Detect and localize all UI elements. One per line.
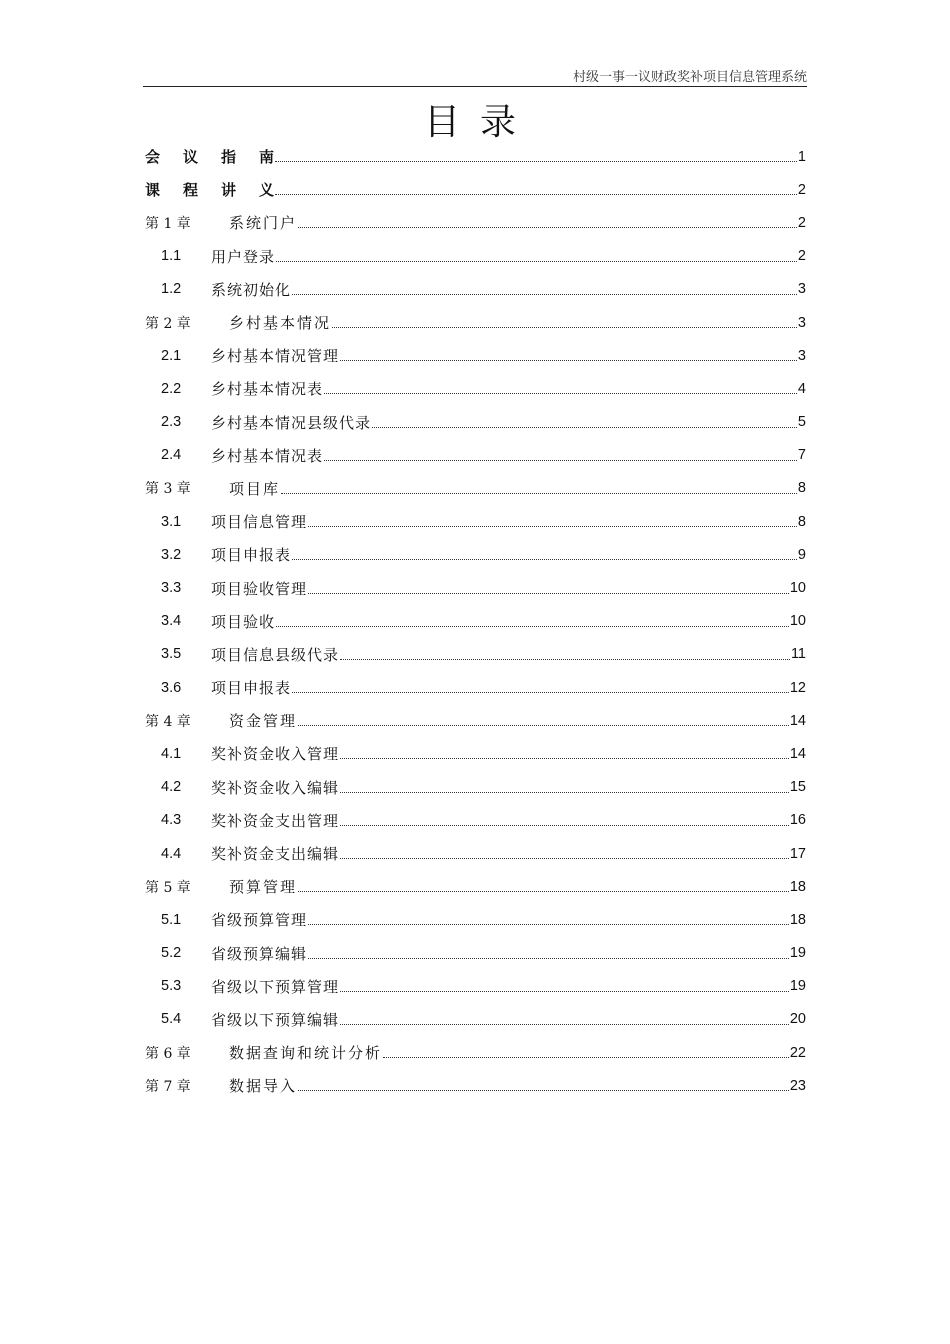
toc-entry-title: 奖补资金支出管理 — [211, 811, 340, 830]
toc-entry-page-number: 16 — [789, 812, 806, 829]
toc-entry-title: 乡村基本情况表 — [211, 446, 324, 465]
toc-entry-number: 2.1 — [161, 347, 182, 364]
toc-entry-section[interactable] — [145, 372, 806, 405]
table-of-contents — [145, 140, 806, 1102]
toc-entry-title: 项目申报表 — [211, 679, 292, 698]
toc-entry-page-number: 14 — [789, 745, 806, 762]
toc-entry-number: 4.1 — [161, 745, 182, 762]
toc-entry-chapter[interactable] — [145, 1036, 806, 1069]
toc-leader-dots — [308, 593, 789, 594]
toc-entry-title: 数据查询和统计分析 — [229, 1044, 383, 1063]
toc-leader-dots — [340, 659, 790, 660]
toc-entry-page-number: 7 — [797, 447, 806, 464]
toc-entry-number: 3.3 — [161, 580, 182, 597]
toc-entry-number: 2.2 — [161, 380, 182, 397]
toc-entry-page-number: 12 — [789, 679, 806, 696]
toc-leader-dots — [308, 526, 797, 527]
toc-leader-dots — [298, 1090, 789, 1091]
toc-leader-dots — [276, 626, 789, 627]
toc-entry-number: 第 7 章 — [145, 1078, 191, 1095]
toc-entry-page-number: 3 — [797, 314, 806, 331]
toc-entry-section[interactable] — [145, 571, 806, 604]
toc-leader-dots — [340, 758, 789, 759]
toc-entry-page-number: 23 — [789, 1077, 806, 1094]
toc-entry-title: 课程讲义 — [145, 181, 298, 200]
toc-entry-page-number: 10 — [789, 580, 806, 597]
toc-entry-chapter[interactable] — [145, 870, 806, 903]
toc-entry-page-number: 18 — [789, 878, 806, 895]
toc-leader-dots — [340, 792, 789, 793]
toc-entry-top[interactable] — [145, 173, 806, 206]
toc-leader-dots — [292, 692, 789, 693]
toc-leader-dots — [298, 891, 789, 892]
toc-entry-section[interactable] — [145, 937, 806, 970]
toc-entry-section[interactable] — [145, 538, 806, 571]
toc-entry-number: 3.1 — [161, 513, 182, 530]
toc-entry-title: 乡村基本情况管理 — [211, 347, 340, 366]
toc-entry-page-number: 22 — [789, 1044, 806, 1061]
toc-entry-title: 省级以下预算管理 — [211, 977, 340, 996]
toc-entry-section[interactable] — [145, 339, 806, 372]
toc-entry-page-number: 8 — [797, 513, 806, 530]
toc-leader-dots — [308, 924, 789, 925]
toc-entry-number: 3.2 — [161, 546, 182, 563]
toc-leader-dots — [340, 360, 797, 361]
toc-entry-number: 5.3 — [161, 978, 182, 995]
toc-leader-dots — [281, 493, 797, 494]
toc-entry-title: 系统初始化 — [211, 280, 292, 299]
toc-entry-title: 预算管理 — [229, 878, 298, 897]
toc-leader-dots — [292, 294, 797, 295]
toc-entry-title: 系统门户 — [229, 214, 298, 233]
toc-entry-title: 项目验收 — [211, 612, 276, 631]
toc-entry-number: 第 2 章 — [145, 315, 191, 332]
toc-entry-top[interactable] — [145, 140, 806, 173]
toc-entry-number: 3.4 — [161, 613, 182, 630]
toc-entry-title: 项目申报表 — [211, 546, 292, 565]
toc-entry-page-number: 5 — [797, 414, 806, 431]
toc-entry-page-number: 4 — [797, 380, 806, 397]
toc-leader-dots — [340, 991, 789, 992]
toc-entry-page-number: 10 — [789, 613, 806, 630]
toc-entry-number: 5.4 — [161, 1011, 182, 1028]
toc-entry-number: 1.2 — [161, 281, 182, 298]
toc-entry-section[interactable] — [145, 1003, 806, 1036]
toc-entry-section[interactable] — [145, 439, 806, 472]
toc-leader-dots — [275, 161, 797, 162]
toc-entry-title: 项目信息县级代录 — [211, 645, 340, 664]
toc-entry-number: 第 1 章 — [145, 215, 191, 232]
toc-entry-page-number: 18 — [789, 911, 806, 928]
toc-entry-number: 4.4 — [161, 845, 182, 862]
toc-entry-title: 资金管理 — [229, 712, 298, 731]
toc-entry-section[interactable] — [145, 903, 806, 936]
toc-leader-dots — [298, 227, 797, 228]
toc-entry-number: 4.2 — [161, 779, 182, 796]
toc-entry-number: 2.3 — [161, 414, 182, 431]
toc-entry-page-number: 15 — [789, 779, 806, 796]
toc-entry-page-number: 19 — [789, 978, 806, 995]
toc-entry-section[interactable] — [145, 273, 806, 306]
toc-entry-title: 项目验收管理 — [211, 579, 308, 598]
toc-leader-dots — [332, 327, 797, 328]
toc-entry-number: 第 5 章 — [145, 879, 191, 896]
page-header — [143, 66, 807, 87]
toc-leader-dots — [340, 825, 789, 826]
toc-entry-number: 5.2 — [161, 945, 182, 962]
toc-entry-section[interactable] — [145, 406, 806, 439]
toc-entry-page-number: 8 — [797, 480, 806, 497]
toc-entry-chapter[interactable] — [145, 472, 806, 505]
toc-leader-dots — [276, 261, 797, 262]
toc-leader-dots — [372, 427, 797, 428]
toc-entry-page-number: 11 — [790, 646, 806, 663]
toc-entry-page-number: 1 — [797, 148, 806, 165]
toc-entry-page-number: 14 — [789, 712, 806, 729]
toc-entry-number: 3.6 — [161, 679, 182, 696]
toc-entry-title: 奖补资金支出编辑 — [211, 845, 340, 864]
toc-leader-dots — [275, 194, 797, 195]
toc-entry-page-number: 2 — [797, 248, 806, 265]
toc-entry-section[interactable] — [145, 970, 806, 1003]
toc-entry-title: 奖补资金收入管理 — [211, 745, 340, 764]
toc-entry-chapter[interactable] — [145, 206, 806, 239]
toc-leader-dots — [324, 393, 797, 394]
toc-entry-number: 2.4 — [161, 447, 182, 464]
toc-entry-title: 项目库 — [229, 479, 281, 498]
toc-entry-title: 乡村基本情况 — [229, 314, 332, 333]
toc-leader-dots — [383, 1057, 789, 1058]
toc-entry-section[interactable] — [145, 837, 806, 870]
toc-leader-dots — [340, 858, 789, 859]
toc-entry-section[interactable] — [145, 638, 806, 671]
toc-entry-page-number: 3 — [797, 281, 806, 298]
toc-entry-title: 省级预算管理 — [211, 911, 308, 930]
toc-leader-dots — [324, 460, 797, 461]
toc-entry-number: 4.3 — [161, 812, 182, 829]
toc-entry-title: 奖补资金收入编辑 — [211, 778, 340, 797]
toc-leader-dots — [292, 559, 797, 560]
toc-entry-page-number: 2 — [797, 181, 806, 198]
toc-entry-chapter[interactable] — [145, 306, 806, 339]
toc-entry-title: 乡村基本情况表 — [211, 380, 324, 399]
toc-entry-section[interactable] — [145, 505, 806, 538]
toc-entry-title: 数据导入 — [229, 1077, 298, 1096]
toc-leader-dots — [298, 725, 789, 726]
toc-entry-number: 3.5 — [161, 646, 182, 663]
toc-title: 目录 — [423, 102, 536, 143]
toc-entry-title: 项目信息管理 — [211, 513, 308, 532]
toc-entry-section[interactable] — [145, 804, 806, 837]
toc-entry-page-number: 17 — [789, 845, 806, 862]
toc-leader-dots — [308, 958, 789, 959]
toc-entry-title: 省级预算编辑 — [211, 944, 308, 963]
toc-entry-page-number: 3 — [797, 347, 806, 364]
toc-entry-chapter[interactable] — [145, 1069, 806, 1102]
toc-entry-number: 5.1 — [161, 911, 182, 928]
toc-entry-title: 会议指南 — [145, 148, 298, 167]
toc-entry-number: 第 3 章 — [145, 481, 191, 498]
toc-entry-section[interactable] — [145, 240, 806, 273]
toc-entry-number: 1.1 — [161, 248, 182, 265]
toc-entry-section[interactable] — [145, 737, 806, 770]
toc-entry-section[interactable] — [145, 605, 806, 638]
toc-entry-title: 省级以下预算编辑 — [211, 1010, 340, 1029]
header-text: 村级一事一议财政奖补项目信息管理系统 — [572, 70, 807, 85]
toc-entry-title: 乡村基本情况县级代录 — [211, 413, 372, 432]
toc-leader-dots — [340, 1024, 789, 1025]
toc-entry-page-number: 20 — [789, 1011, 806, 1028]
toc-entry-page-number: 9 — [797, 546, 806, 563]
toc-entry-number: 第 6 章 — [145, 1045, 191, 1062]
toc-entry-page-number: 2 — [797, 214, 806, 231]
toc-entry-page-number: 19 — [789, 945, 806, 962]
toc-entry-number: 第 4 章 — [145, 713, 191, 730]
toc-entry-chapter[interactable] — [145, 704, 806, 737]
toc-entry-section[interactable] — [145, 771, 806, 804]
toc-entry-title: 用户登录 — [211, 247, 276, 266]
toc-entry-section[interactable] — [145, 671, 806, 704]
